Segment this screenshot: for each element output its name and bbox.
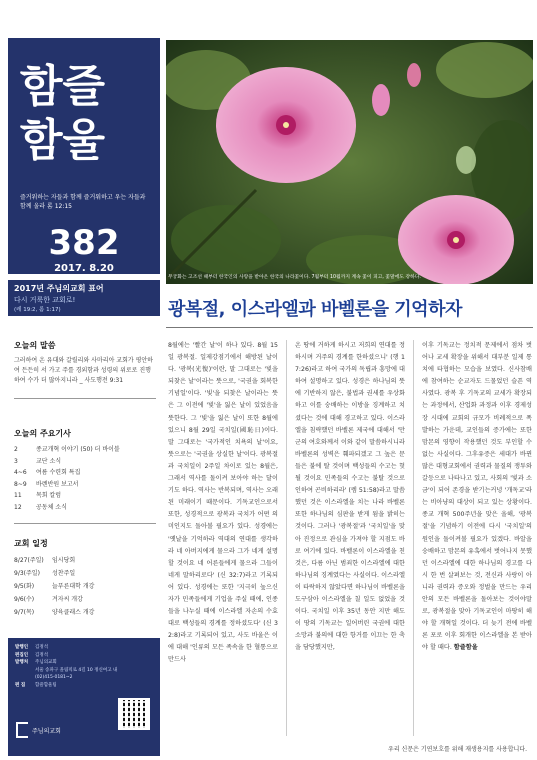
- events-heading: 교회 일정: [14, 539, 48, 548]
- publisher-box: [8, 638, 160, 756]
- yearly-theme-box: [8, 280, 160, 316]
- publisher-row: [15, 644, 153, 652]
- article-column-1: 8월에는 '빨간 날'이 하나 있다. 8월 15일 광복절. 일제강점기에서 해방된 날이다. '광복(光復)'이란, 말 그대로는 '빛을 되찾은 날'이라는 뜻으로, '국권을 회복한 기념일'이다. '빛'을 되찾은 날이라는 뜻은 그 이전에 '빛'을 잃은 날이 있었음을 뜻한다. 그 '빛'을 잃은 날이 또한 8월에 있으니 8월 29일 국치일(國恥日)이다. 말 그대로는 '국가적인 치욕의 날'이요, 뜻으로는 '국권을 상실한 날'이다. 광복절과 국치일이 2주일 차이로 있는 8월은, 그래서 역사를 돌이켜 보아야 하는 달이기도 하다. 역사는 반복되며, 역사는 오래된 미래이기 때문이다. 기독교인으로서 또한, 성경적으로 광복과 국치가 어떤 의미인지도 돌아볼 필요가 있다. 성경에는 '옛날을 기억하라 역대의 연대를 생각하라 네 아버지에게 물으라 그가 네게 설명할 것이요 네 어른들에게 물으라 그들이 네게 말하리로다' (신 32:7)라고 기록되어 있다. 성경에는 또한 '지극히 높으신 자가 민족들에게 기업을 주실 때에, 인종들을 나누실 때에 이스라엘 자손의 수효대로 백성들의 경계를 정하셨도다' (신 32:8)라고 기록되어 있고, 사도 바울은 이에 대해 '인류의 모든 족속을 한 혈통으로 만드사: [168, 342, 278, 664]
- event-list: [14, 554, 156, 619]
- column-divider: [286, 340, 287, 736]
- agenda-title: 바렌반원 보고서: [36, 480, 79, 488]
- event-item: [14, 580, 156, 593]
- publisher-key: [15, 667, 35, 675]
- agenda-page: 3: [14, 457, 18, 465]
- publisher-key: 편 집: [15, 682, 26, 688]
- motto: 즐거워하는 자들과 함께 즐거워하고 우는 자들과 함께 울라 롬 12:15: [20, 194, 146, 210]
- theme-title: 2017년 주님의교회 표어: [14, 284, 104, 293]
- agenda-heading: 오늘의 주요기사: [14, 429, 71, 438]
- agenda-item: [14, 456, 156, 468]
- event-title: 양육클래스 개강: [52, 609, 95, 616]
- agenda-item: [14, 467, 156, 479]
- article-headline: 광복절, 이스라엘과 바벨론을 기억하자: [168, 299, 462, 320]
- word-section: [14, 340, 156, 399]
- church-mark-icon: [16, 722, 28, 738]
- publisher-row: [15, 682, 153, 690]
- word-heading: 오늘의 말씀: [14, 341, 56, 350]
- logo-line-2: 함울: [20, 115, 106, 166]
- agenda-section: [14, 428, 156, 524]
- event-item: [14, 593, 156, 606]
- agenda-title: 여름 수련회 특집: [36, 469, 81, 476]
- publisher-info: [15, 644, 153, 689]
- agenda-title: 교단 소식: [36, 457, 62, 465]
- agenda-page: 11: [14, 492, 22, 499]
- divider: [14, 523, 156, 524]
- agenda-title: 종교개혁 이야기 (50) 더 바이블: [36, 446, 120, 453]
- footer-note: 우리 신문은 기연보호를 위해 재생용지를 사용합니다.: [388, 746, 527, 753]
- article-signature: 함즐함울: [453, 644, 478, 652]
- events-section: [14, 538, 156, 619]
- event-title: 늘푸른대학 개강: [52, 583, 95, 590]
- flower-small: [398, 195, 514, 284]
- article-column-3: [422, 340, 532, 736]
- photo-caption: 무궁화는 고조선 때부터 한국인의 사랑을 받아온 한국의 나라꽃이다. 7월부터 10월까지 계속 꽃이 피고, 꽃말에도 강하다.: [168, 275, 421, 280]
- article-body: [168, 340, 532, 736]
- theme-verse: [14, 296, 154, 305]
- publisher-value: 주님의교회: [35, 660, 57, 665]
- agenda-item: [14, 490, 156, 502]
- masthead: [8, 38, 160, 274]
- publisher-value: 김정석: [35, 645, 49, 650]
- agenda-page: 2: [14, 446, 18, 453]
- event-item: [14, 567, 156, 580]
- publisher-row: [15, 652, 153, 660]
- church-logo: [16, 722, 61, 738]
- agenda-page: 8~9: [14, 480, 27, 488]
- agenda-page: 12: [14, 503, 22, 511]
- agenda-page: 4~6: [14, 469, 27, 476]
- event-title: 임시당회: [52, 557, 76, 564]
- theme-reference: (레 19:2, 롬 1:17): [14, 307, 61, 313]
- divider: [14, 398, 156, 399]
- publisher-key: 발행처: [15, 660, 29, 665]
- event-date: 9/6(수): [14, 596, 35, 603]
- article-column-3-text: 이후 기독교는 정치적 문제에서 점차 벗어나 교세 확장을 위해서 대부분 일제 통치에 타협하는 모습을 보였다. 신사참배에 참여하는 순교자도 드물었던 슬픈 역사였다. 광복 후 기독교의 교세가 확장되는 과정에서, 산업화 과정과 이후 경제성장 시대에 교회의 규모가 비례적으로 폭발하는 가운데, 교인들의 증가에는 또한 맘몬의 영향이 작용했던 것도 부인할 수 없는 사실이다. 그후유증은 세대가 바뀐 많은 대형교회에서 권력과 물질의 쟁투와 갈등으로 나타나고 있고, 사회의 '빛과 소금'이 되어 존경을 받기는커녕 '개독교'라는 비아냥의 대상이 되고 있는 상황이다. 종교 개혁 500주년을 맞은 올해, '광복절'을 기념하기 이전에 다시 '국치일'의 원인을 돌이켜볼 필요가 있겠다. 바알을 숭배하고 맘몬의 유혹에서 벗어나지 못했던 이스라엘에 대한 하나님의 경고를 다시 한 번 살펴보는 것, 전신과 사랑이 아니라 권력과 증오와 정벌을 만드는 우리 안의 모든 바벨론을 돌아보는 것이야말로, 광복절을 맞아 기독교인이 마땅히 해야 할 개혁일 것이다. 더 늦기 전에 바벨론 포로 이후 회개한 이스라엘을 본 받아야 할 때다.: [422, 342, 532, 652]
- hibiscus-illustration: [166, 40, 533, 284]
- theme-verse-text: 다시 거룩한 교회로!: [14, 296, 76, 304]
- logo-line-1: 함즐: [20, 61, 106, 112]
- publisher-row: [15, 659, 153, 667]
- agenda-item: [14, 479, 156, 491]
- publisher-value: 서울 송파구 올림픽로 4길 10 정신여고 내: [35, 667, 118, 673]
- agenda-item: [14, 444, 156, 456]
- agenda-list: [14, 444, 156, 513]
- publisher-key: [15, 674, 35, 682]
- word-text: 그러하여 온 유대와 갈릴리와 사마리아 교회가 평안하여 든든히 서 가고 주를 경외함과 성령의 위로로 진행하여 수가 더 많아지니라 _ 사도행전 9:31: [14, 357, 153, 384]
- event-date: 9/5(화): [14, 583, 35, 590]
- event-date: 8/27(주일): [14, 557, 44, 564]
- event-date: 9/3(주일): [14, 570, 40, 577]
- column-divider: [413, 340, 414, 736]
- agenda-item: [14, 502, 156, 514]
- agenda-title: 공동체 소식: [36, 503, 67, 511]
- issue-date-box: [8, 263, 160, 274]
- church-name: 주님의교회: [32, 727, 61, 735]
- hibiscus-photo: [166, 40, 533, 284]
- publisher-value: 김정석: [35, 652, 49, 658]
- publisher-key: 편집인: [15, 652, 29, 658]
- qr-code-icon[interactable]: [118, 698, 150, 730]
- event-item: [14, 554, 156, 567]
- event-date: 9/7(목): [14, 609, 35, 616]
- publisher-row: [15, 674, 153, 682]
- event-title: 겨자씨 개강: [52, 596, 83, 603]
- publisher-row: [15, 667, 153, 675]
- headline-divider: [166, 327, 533, 328]
- publisher-value: (02)415-0181~2: [35, 675, 73, 680]
- event-title: 성찬주일: [52, 570, 76, 577]
- article-column-2: 온 땅에 거하게 하시고 저희의 연대를 정하시며 거주의 경계를 한하셨으니' (행 17:26)라고 하여 국가의 독립과 흥망에 대하여 설명하고 있다. 성경은 하나님의 뜻에 기반하지 않은, 불법과 권세를 우상화하고 이를 숭배하는 이방을 징계하고 치셨다는 것에 대해 경고하고 있다. 이스라엘을 침략했던 바벨론 제국에 대해서 '만군의 여호와께서 이와 같이 말씀하시니라 바벨론의 성벽은 훼파되겠고 그 높은 문들은 불에 탈 것이며 백성들의 수고는 헛될 것이요 민족들의 수고는 불탈 것으로 인하여 곤비하리라' (렘 51:58)라고 말씀했던 것은 이스라엘을 치는 나라 바벨론 또한 하나님의 심판을 받게 됨을 밝히는 것이다. 그러나 '광복절'과 '국치일'을 맞아 진정으로 관심을 가져야 할 지점도 바로 여기에 있다. 바벨론이 이스라엘을 친 것은, 다름 아닌 범죄한 이스라엘에 대한 하나님의 징계였다는 사실이다. 이스라엘이 타락하지 않았다면 하나님이 바벨론을 도구삼아 이스라엘을 칠 일도 없었을 것이다. 국치일 이후 35년 동안 지만 해도 이 땅의 기독교는 일어버린 국권에 대한 소망과 불의에 대한 항거를 이끄는 한 축을 담당했지만,: [295, 342, 405, 652]
- flower-large: [216, 67, 356, 183]
- agenda-title: 목회 칼럼: [36, 492, 62, 499]
- publisher-value: 함즐함울팀: [35, 682, 57, 688]
- newsletter-logo: [20, 60, 150, 168]
- publisher-key: 발행인: [15, 645, 29, 650]
- issue-date: 2017. 8.20: [54, 263, 114, 274]
- event-item: [14, 606, 156, 619]
- issue-number: 382: [48, 223, 120, 263]
